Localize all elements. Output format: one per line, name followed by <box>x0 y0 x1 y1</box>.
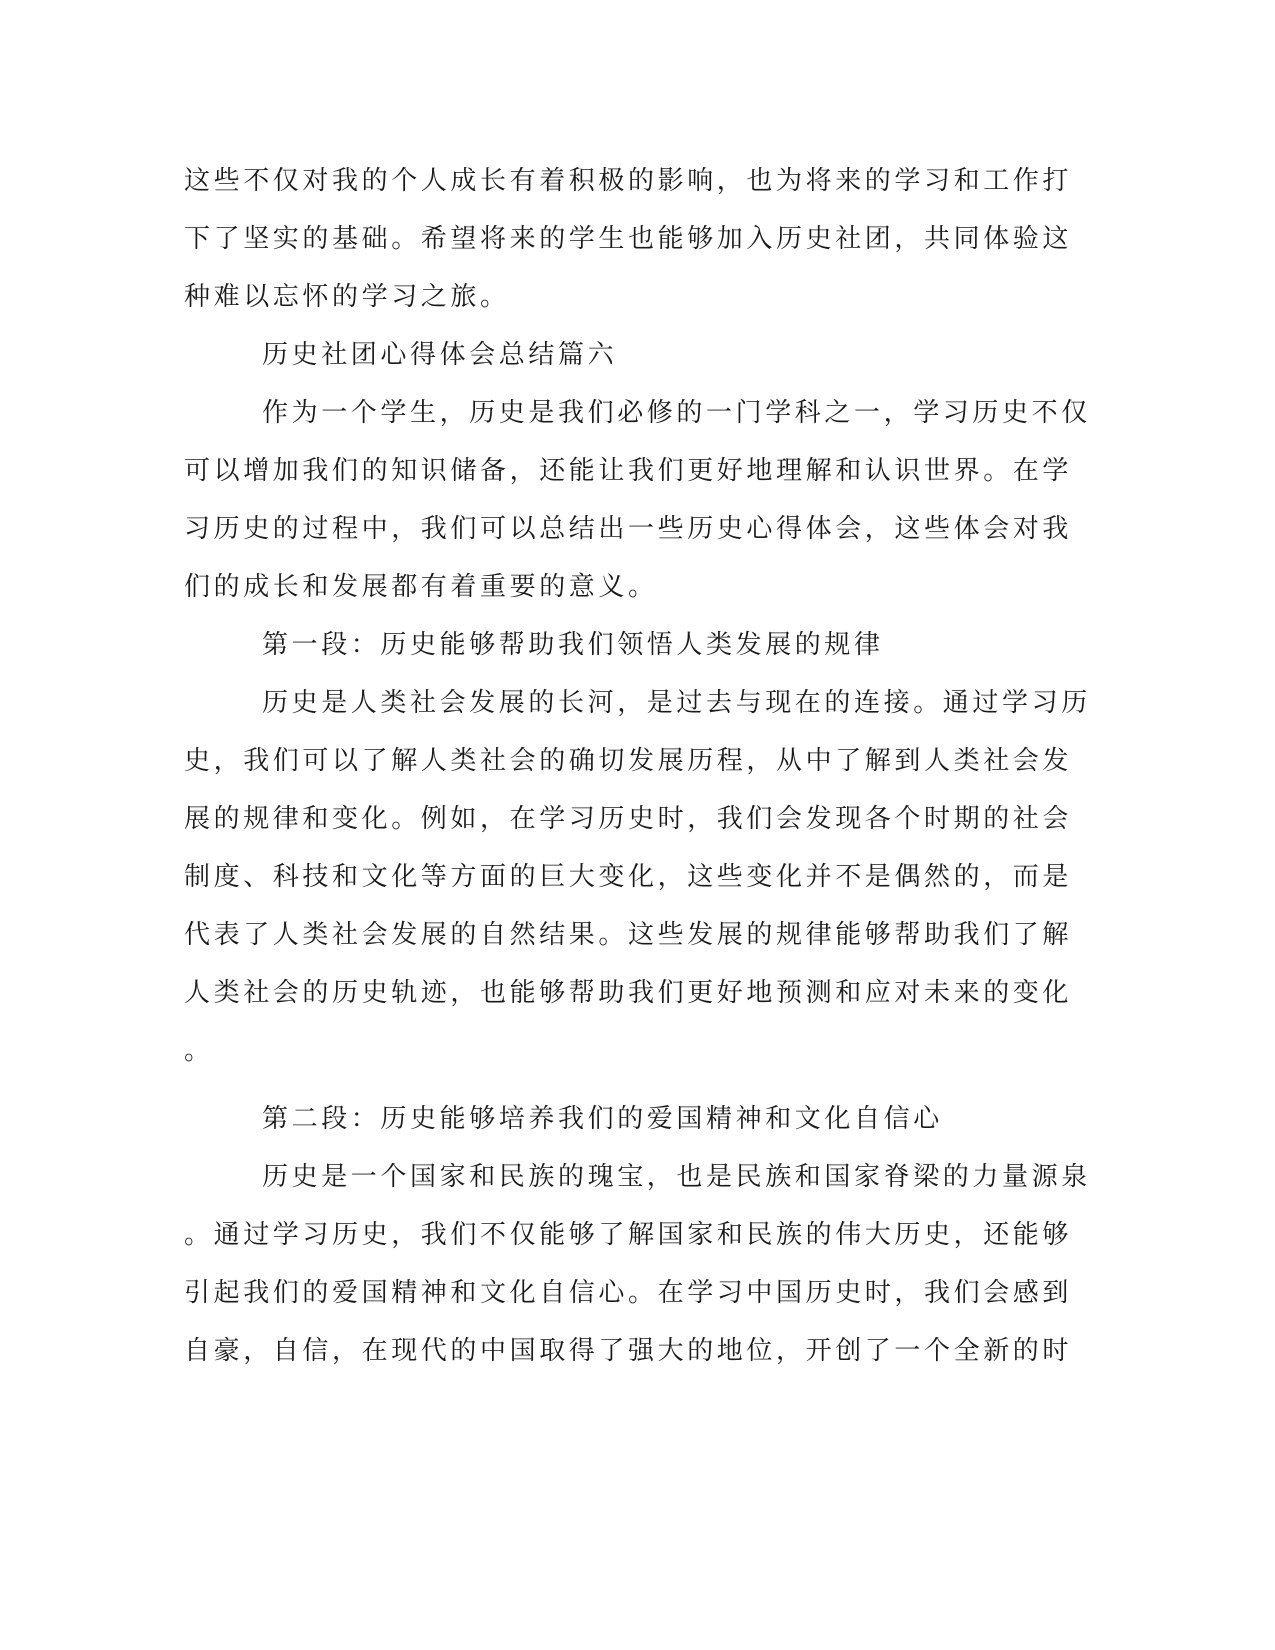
text-line: 种难以忘怀的学习之旅。 <box>184 282 510 312</box>
section-heading: 历史社团心得体会总结篇六 <box>262 340 618 370</box>
text-line: 。 <box>184 1036 214 1066</box>
text-line: 自豪，自信，在现代的中国取得了强大的地位，开创了一个全新的时 <box>184 1336 1073 1366</box>
text-line: 代表了人类社会发展的自然结果。这些发展的规律能够帮助我们了解 <box>184 920 1073 950</box>
paragraph-heading: 第一段：历史能够帮助我们领悟人类发展的规律 <box>262 630 884 660</box>
text-line: 这些不仅对我的个人成长有着积极的影响，也为将来的学习和工作打 <box>184 166 1073 196</box>
text-line: 引起我们的爱国精神和文化自信心。在学习中国历史时，我们会感到 <box>184 1278 1073 1308</box>
text-line: 作为一个学生，历史是我们必修的一门学科之一，学习历史不仅 <box>262 398 1091 428</box>
text-line: 们的成长和发展都有着重要的意义。 <box>184 572 658 602</box>
text-line: 人类社会的历史轨迹，也能够帮助我们更好地预测和应对未来的变化 <box>184 978 1073 1008</box>
text-line: 展的规律和变化。例如，在学习历史时，我们会发现各个时期的社会 <box>184 804 1073 834</box>
text-line: 制度、科技和文化等方面的巨大变化，这些变化并不是偶然的，而是 <box>184 862 1073 892</box>
text-line: 历史是人类社会发展的长河，是过去与现在的连接。通过学习历 <box>262 688 1091 718</box>
text-line: 可以增加我们的知识储备，还能让我们更好地理解和认识世界。在学 <box>184 456 1073 486</box>
text-line: 。通过学习历史，我们不仅能够了解国家和民族的伟大历史，还能够 <box>184 1220 1073 1250</box>
paragraph-heading: 第二段：历史能够培养我们的爱国精神和文化自信心 <box>262 1104 943 1134</box>
text-line: 历史是一个国家和民族的瑰宝，也是民族和国家脊梁的力量源泉 <box>262 1162 1091 1192</box>
text-line: 下了坚实的基础。希望将来的学生也能够加入历史社团，共同体验这 <box>184 224 1073 254</box>
text-line: 习历史的过程中，我们可以总结出一些历史心得体会，这些体会对我 <box>184 514 1073 544</box>
text-line: 史，我们可以了解人类社会的确切发展历程，从中了解到人类社会发 <box>184 746 1073 776</box>
